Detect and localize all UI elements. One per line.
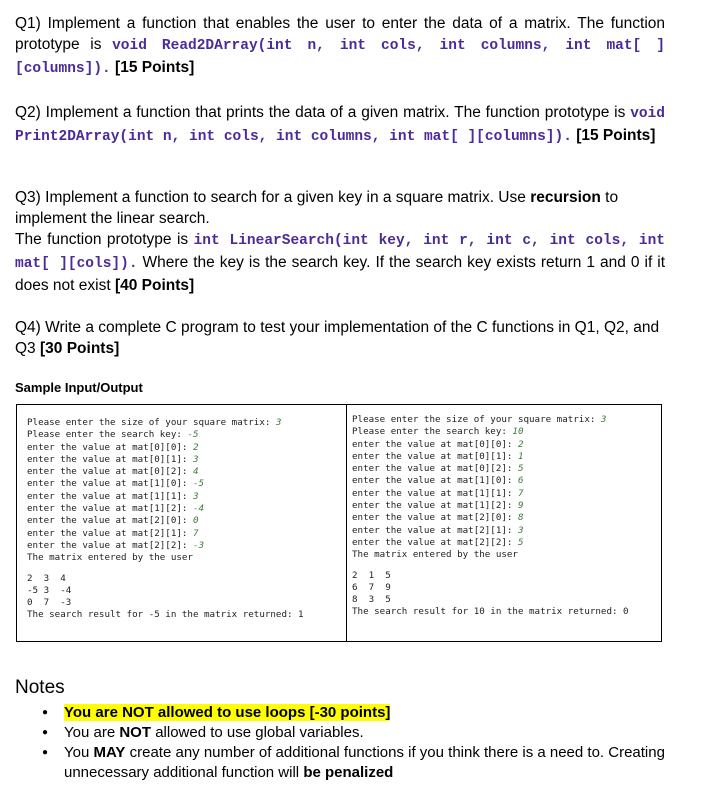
prompt-text: enter the value at mat[2][2]: (352, 536, 518, 548)
prompt-text: enter the value at mat[0][0]: (352, 438, 518, 450)
q3-recursion: recursion (530, 189, 601, 206)
prompt-text: enter the value at mat[0][0]: (27, 441, 193, 453)
input-value: 3 (192, 453, 199, 465)
entry-line (27, 503, 304, 515)
sample-left-column (27, 417, 304, 622)
entry-line (27, 442, 304, 454)
input-value: 2 (517, 438, 524, 450)
prompt-text: Please enter the search key: (27, 429, 188, 441)
question-3 (15, 187, 665, 296)
input-value: -3 (192, 539, 205, 551)
q2-points: [15 Points] (576, 127, 656, 144)
input-value: 5 (517, 536, 524, 548)
prompt-text: Please enter the size of your square matrix: (27, 417, 276, 428)
prompt-text: enter the value at mat[2][2]: (27, 539, 193, 551)
q2-text: Q2) Implement a function that prints the data of a given matrix. The function prototype is (15, 104, 626, 121)
prompt-text: enter the value at mat[1][0]: (27, 478, 193, 490)
notes-list (42, 703, 672, 783)
prompt-text: enter the value at mat[0][1]: (352, 450, 518, 462)
input-value: 4 (192, 466, 199, 478)
entry-line (27, 454, 304, 466)
search-result: The search result for 10 in the matrix returned: 0 (352, 606, 629, 618)
note-emphasis: be penalized (303, 764, 394, 781)
spacer (352, 562, 629, 570)
entry-line (352, 451, 629, 463)
entry-line (352, 439, 629, 451)
input-value: 3 (275, 417, 282, 428)
entry-line (27, 466, 304, 478)
size-prompt-line (27, 417, 304, 429)
input-value: 10 (512, 426, 524, 438)
matrix-row: 6 7 9 (352, 581, 391, 593)
note-emphasis: MAY (93, 744, 126, 761)
input-value: 3 (192, 490, 199, 502)
input-value: 8 (517, 512, 524, 524)
entry-line (352, 537, 629, 549)
input-value: 2 (192, 441, 199, 453)
input-value: 3 (600, 414, 607, 425)
prompt-text: Please enter the search key: (352, 426, 513, 438)
input-value: 9 (517, 500, 524, 512)
notes-title: Notes (15, 677, 65, 698)
matrix-row: 2 1 5 (352, 569, 391, 581)
entry-line (352, 475, 629, 487)
note-no-loops-text: You are NOT allowed to use loops [-30 points] (64, 704, 391, 721)
q1-points: [15 Points] (115, 59, 195, 76)
input-value: 6 (517, 475, 524, 487)
note-emphasis: NOT (119, 724, 152, 741)
prompt-text: enter the value at mat[1][1]: (352, 487, 518, 499)
prompt-text: enter the value at mat[2][0]: (352, 512, 518, 524)
matrix-row: 8 3 5 (352, 594, 391, 606)
entry-line (352, 500, 629, 512)
input-value: 1 (517, 450, 524, 462)
matrix-header: The matrix entered by the user (27, 552, 193, 564)
note-text: You are (64, 724, 116, 741)
q1-prototype: void Read2DArray(int n, int cols, int columns, int mat[ ][columns]). (15, 38, 665, 77)
prompt-text: enter the value at mat[2][1]: (352, 524, 518, 536)
q3-prototype: int LinearSearch(int key, int r, int c, int cols, int mat[ ][cols]). (15, 233, 665, 272)
column-divider (346, 405, 347, 641)
prompt-text: enter the value at mat[2][0]: (27, 515, 193, 527)
matrix-row: 0 7 -3 (27, 597, 72, 609)
question-1 (15, 13, 665, 80)
q1-text: Q1) Implement a function that enables the user to enter the data of a matrix. The function prototype is (15, 15, 665, 53)
entry-line (352, 512, 629, 524)
entry-line (352, 525, 629, 537)
prompt-text: enter the value at mat[1][2]: (27, 503, 193, 515)
question-2 (15, 102, 665, 148)
entry-line (27, 478, 304, 490)
sample-io-box (16, 404, 662, 642)
entry-line (352, 488, 629, 500)
matrix-row: -5 3 -4 (27, 584, 72, 596)
q3-line1 (15, 187, 665, 229)
q3-description: Where the key is the search key. If the search key exists return 1 and 0 if it does not exist (15, 254, 666, 294)
input-value: -5 (187, 429, 199, 441)
q3-line2 (15, 229, 665, 296)
search-result: The search result for -5 in the matrix returned: 1 (27, 609, 304, 621)
size-prompt-line (352, 414, 629, 426)
sample-io-label: Sample Input/Output (15, 380, 143, 395)
input-value: 5 (517, 463, 524, 475)
input-value: 7 (192, 527, 199, 539)
prompt-text: enter the value at mat[1][0]: (352, 475, 518, 487)
prompt-text: enter the value at mat[0][2]: (352, 463, 518, 475)
matrix-header: The matrix entered by the user (352, 549, 518, 561)
input-value: 7 (517, 487, 524, 499)
note-no-loops (42, 703, 672, 723)
input-value: -4 (192, 503, 205, 515)
q3-proto-label: The function prototype is (15, 231, 189, 248)
input-value: 3 (517, 524, 524, 536)
note-text: You (64, 744, 90, 761)
prompt-text: enter the value at mat[0][2]: (27, 466, 193, 478)
q3-text-suffix: to implement the linear search. (15, 189, 619, 227)
q3-text: Q3) Implement a function to search for a given key in a square matrix. Use (15, 189, 526, 206)
prompt-text: enter the value at mat[1][2]: (352, 500, 518, 512)
sample-right-column (352, 414, 629, 619)
matrix-row: 2 3 4 (27, 572, 66, 584)
prompt-text: enter the value at mat[1][1]: (27, 490, 193, 502)
note-no-globals (42, 723, 672, 743)
entry-line (352, 463, 629, 475)
prompt-text: enter the value at mat[0][1]: (27, 453, 193, 465)
prompt-text: enter the value at mat[2][1]: (27, 527, 193, 539)
input-value: -5 (192, 478, 205, 490)
prompt-text: Please enter the size of your square matrix: (352, 414, 601, 425)
question-4 (15, 317, 665, 359)
entry-line (27, 528, 304, 540)
note-text: allowed to use global variables. (155, 724, 364, 741)
q2-prototype: void Print2DArray(int n, int cols, int columns, int mat[ ][columns]). (15, 106, 665, 145)
input-value: 0 (192, 515, 199, 527)
note-extra-functions (42, 743, 672, 783)
q4-text: Q4) Write a complete C program to test your implementation of the C functions in Q1, Q2, and Q3 (15, 319, 660, 357)
q4-points: [30 Points] (40, 340, 120, 357)
entry-line (27, 540, 304, 552)
entry-line (27, 515, 304, 527)
key-prompt-line (352, 426, 629, 438)
q3-points: [40 Points] (114, 277, 195, 294)
note-text: create any number of additional functions if you think there is a need to. Creating unnecessary additional function will (64, 744, 665, 781)
spacer (27, 565, 304, 573)
key-prompt-line (27, 429, 304, 441)
entry-line (27, 491, 304, 503)
